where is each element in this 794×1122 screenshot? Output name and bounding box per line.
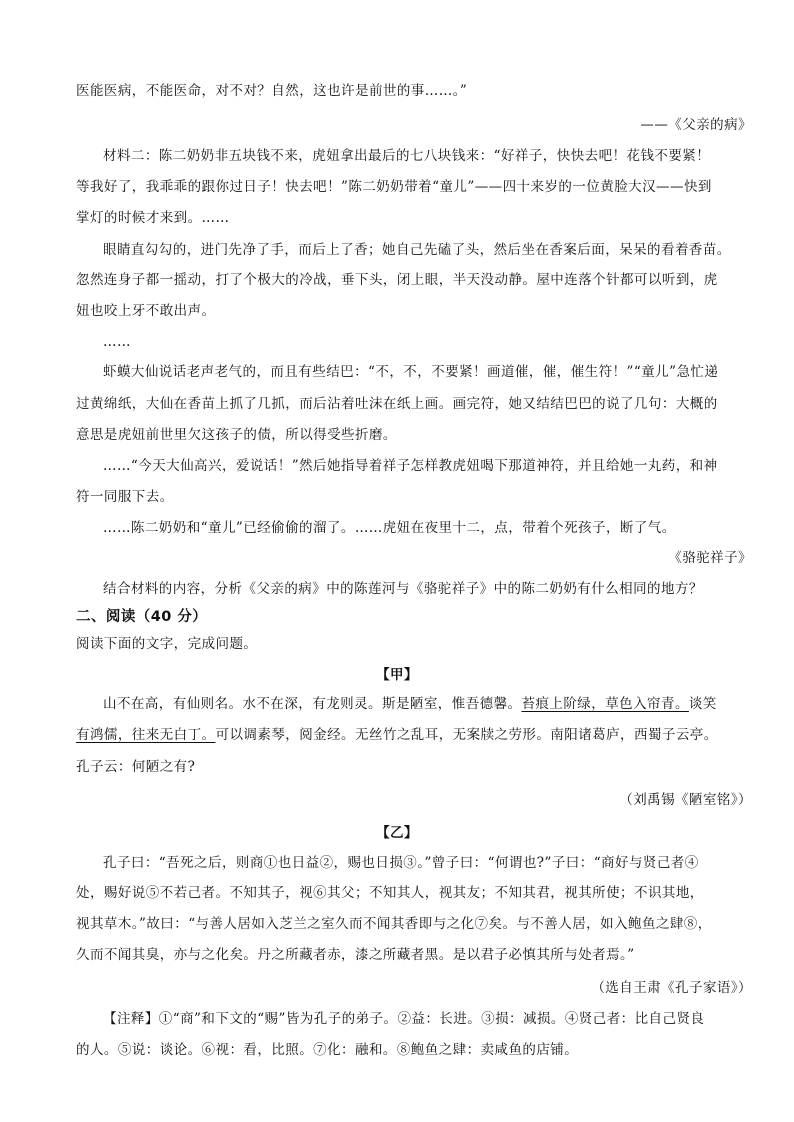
material-2-paragraph-1: 掌灯的时候才来到。……: [76, 210, 230, 226]
material-2-paragraph-2: 妞也咬上牙不敢出声。: [76, 303, 216, 319]
question-text: 结合材料的内容，分析《父亲的病》中的陈莲河与《骆驼祥子》中的陈二奶奶有什么相同的地方？: [103, 581, 703, 597]
passage-jia-text: 山不在高，有仙则名。水不在深，有龙则灵。斯是陋室，惟吾德馨。: [103, 696, 522, 712]
material-2-paragraph-4: 符一同服下去。: [76, 489, 174, 505]
passage-yi-line: 视其草木。”故曰：“与善人居如入芝兰之室久而不闻其香即与之化⑦矣。与不善人居，如入鲍鱼之肆⑧，: [76, 916, 712, 932]
passage-yi-line: 孔子曰：“吾死之后，则商①也日益②，赐也日损③。”曾子曰：“何谓也?”子曰：“商好与贤己者④: [103, 855, 699, 871]
passage-jia-line: [103, 694, 717, 714]
passage-jia-line: [76, 725, 718, 745]
material-2-paragraph-1: 材料二：陈二奶奶非五块钱不来，虎妞拿出最后的七八块钱来：“好祥子，快快去吧！花钱不要紧！: [103, 148, 711, 164]
annotation-line: 【注释】①“商”和下文的“赐”皆为孔子的弟子。②益：长进。③损：减损。④贤己者：比自己贤良: [103, 1011, 705, 1027]
material-2-paragraph-5: ……陈二奶奶和“童儿”已经偷偷的溜了。……虎妞在夜里十二，点，带着个死孩子，断了气。: [103, 520, 676, 536]
passage-jia-source: （刘禹锡《陋室铭》）: [619, 792, 752, 808]
material-2-paragraph-4: ……“今天大仙高兴，爱说话！”然后她指导着祥子怎样教虎妞喝下那道神符，并且给她一丸药，和神: [103, 458, 718, 474]
material-2-paragraph-3: 过黄绵纸，大仙在香苗上抓了几抓，而后沾着吐沫在纸上画。画完符，她又结结巴巴的说了几句：大概的: [76, 396, 718, 412]
material-2-paragraph-3: 意思是虎妞前世里欠这孩子的债，所以得受些折磨。: [76, 427, 397, 443]
passage-yi-line: 久而不闻其臭，亦与之化矣。丹之所藏者赤，漆之所藏者黑。是以君子必慎其所与处者焉。”: [76, 947, 635, 963]
underlined-text: 苔痕上阶绿，草色入帘青。: [521, 696, 689, 712]
material-2-paragraph-1: 等我好了，我乖乖的跟你过日子！快去吧！”陈二奶奶带着“童儿”——四十来岁的一位黄脸大汉——快到: [76, 179, 712, 195]
passage-jia-line: 孔子云：何陋之有?: [76, 759, 196, 775]
passage-yi-source: （选自王肃《孔子家语》）: [591, 980, 752, 996]
passage-jia-title: 【甲】: [376, 667, 418, 683]
section-2-heading: 二、阅读（40 分）: [76, 609, 208, 625]
passage-jia-text: 谈笑: [688, 696, 717, 712]
ellipsis-line: ……: [103, 334, 131, 350]
material-2-paragraph-2: 忽然连身子都一摇动，打了个极大的冷战，垂下头，闭上眼，半天没动静。屋中连落个针都可以听到，虎: [76, 272, 718, 288]
passage-yi-title: 【乙】: [376, 825, 418, 841]
section-2-instruction: 阅读下面的文字，完成问题。: [76, 636, 258, 652]
material-1-source: ——《父亲的病》: [640, 117, 752, 133]
material-2-source: 《骆驼祥子》: [668, 550, 752, 566]
material-2-paragraph-2: 眼睛直勾勾的，进门先净了手，而后上了香；她自己先磕了头，然后坐在香案后面，呆呆的看着香苗。: [103, 242, 731, 258]
passage-yi-line: 处，赐好说⑤不若己者。不知其子，视⑥其父；不知其人，视其友；不知其君，视其所使；不识其地，: [76, 885, 704, 901]
material-1-line: 医能医病，不能医命，对不对？自然，这也许是前世的事……。”: [76, 83, 468, 99]
underlined-text: 有鸿儒，往来无白丁。: [76, 727, 216, 743]
annotation-line: 的人。⑤说：谈论。⑥视：看，比照。⑦化：融和。⑧鲍鱼之肆：卖咸鱼的店铺。: [76, 1042, 579, 1058]
passage-jia-text: 可以调素琴，阅金经。无丝竹之乱耳，无案牍之劳形。南阳诸葛庐，西蜀子云亭。: [215, 727, 718, 743]
material-2-paragraph-3: 虾蟆大仙说话老声老气的，而且有些结巴：“不，不，不要紧！画道催，催，催生符！”“童儿”急忙递: [103, 364, 719, 380]
